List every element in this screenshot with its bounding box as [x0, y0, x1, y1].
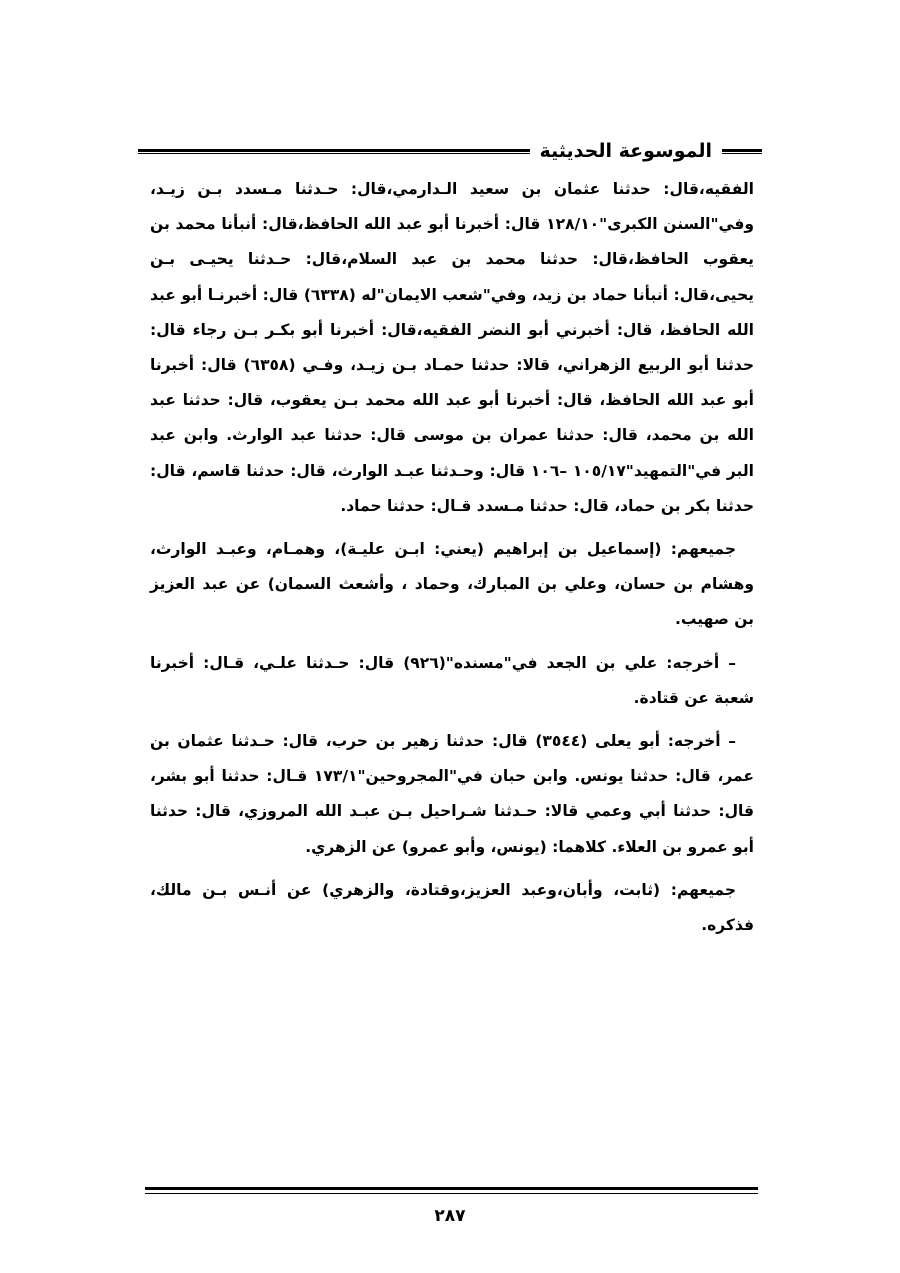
paragraph-1: الفقيه،قال: حدثنا عثمان بن سعيد الـدارمي،قال: حـدثنا مـسدد بـن زيـد، وفي"السنن الكبرى"١٢٨/١٠ قال: أخبرنا أبو عبد الله الحافظ،قال: أنبأنا محمد بن يعقوب الحافظ،قال: حدثنا محمد بن عبد السلام،قال: حـدثنا يحيـى بـن يحيى،قال: أنبأنا حماد بن زيد، وفي"شعب الايمان"له (٦٣٣٨) قال: أخبرنـا أبو عبد الله الحافظ، قال: أخبرني أبو النضر الفقيه،قال: أخبرنا أبو بكـر بـن رجاء قال: حدثنا أبو الربيع الزهراني، قالا: حدثنا حمـاد بـن زيـد، وفـي (٦٣٥٨) قال: أخبرنا أبو عبد الله الحافظ، قال: أخبرنا أبو عبد الله محمد بـن يعقوب، قال: حدثنا عبد الله بن محمد، قال: حدثنا عمران بن موسى قال: حدثنا عبد الوارث. وابن عبد البر في"التمهيد"١٠٥/١٧ –١٠٦ قال: وحـدثنا عبـد الوارث، قال: حدثنا قاسم، قال: حدثنا بكر بن حماد، قال: حدثنا مـسدد قـال: حدثنا حماد.	[150, 180, 755, 515]
page-header	[138, 136, 762, 166]
paragraph-3: – أخرجه: علي بن الجعد في"مسنده"(٩٢٦) قال: حـدثنا علـي، قـال: أخبرنا شعبة عن قتادة.	[150, 653, 754, 707]
running-header-title: الموسوعة الحديثية	[539, 140, 712, 162]
footer-rule	[145, 1187, 758, 1194]
paragraph-2: جميعهم: (إسماعيل بن إبراهيم (يعني: ابـن عليـة)، وهمـام، وعبـد الوارث، وهشام بن حسان، وعلي بن المبارك، وحماد ، وأشعث السمان) عن عبد العزيز بن صهيب.	[150, 540, 754, 629]
header-rule-left	[138, 149, 530, 154]
page-number: ٢٨٧	[434, 1206, 466, 1226]
header-rule-right	[722, 149, 762, 154]
paragraph-4: – أخرجه: أبو يعلى (٣٥٤٤) قال: حدثنا زهير بن حرب، قال: حـدثنا عثمان بن عمر، قال: حدثنا يونس. وابن حبان في"المجروحين"١٧٣/١ قـال: حدثنا أبو بشر، قال: حدثنا أبي وعمي قالا: حـدثنا شـراحيل بـن عبـد الله المروزي، قال: حدثنا أبو عمرو بن العلاء. كلاهما: (يونس، وأبو عمرو) عن الزهري.	[150, 732, 754, 856]
paragraph-5: جميعهم: (ثابت، وأبان،وعبد العزيز،وقتادة، والزهري) عن أنـس بـن مالك، فذكره.	[150, 880, 754, 935]
main-text-body	[150, 172, 754, 943]
